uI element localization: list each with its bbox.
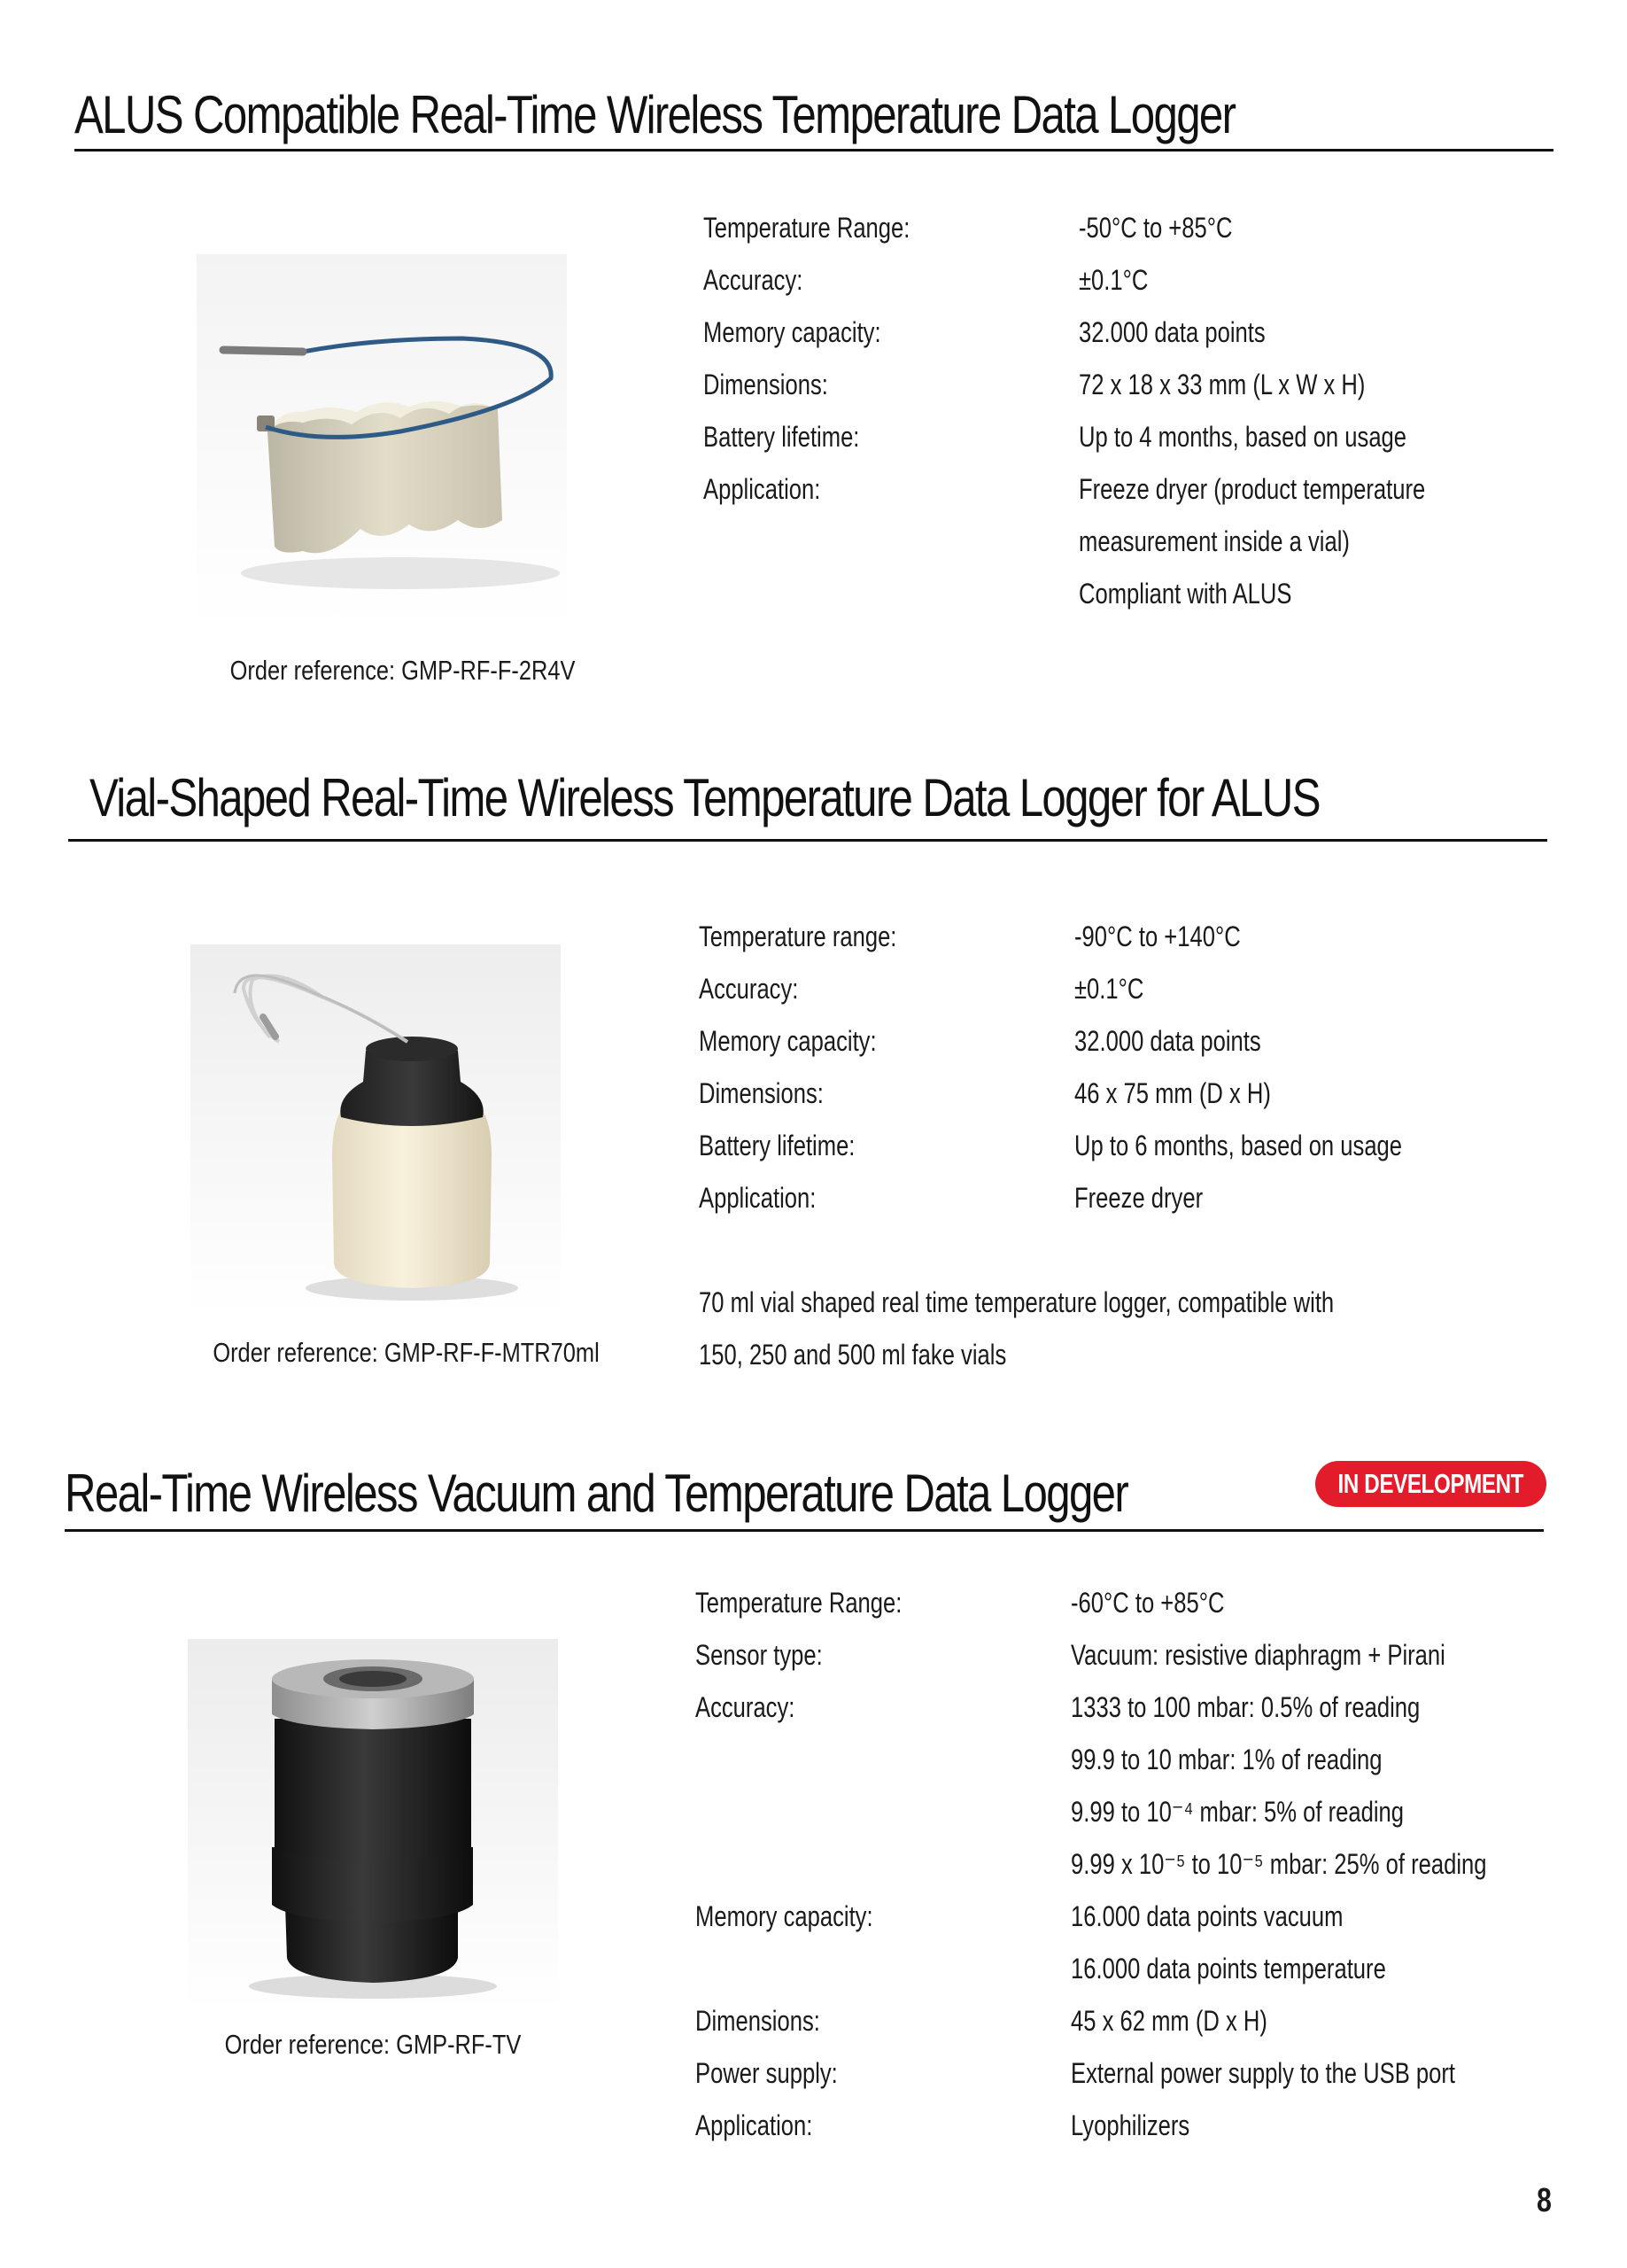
section-3-product-image bbox=[188, 1639, 558, 2009]
spec-label: Memory capacity: bbox=[703, 316, 881, 348]
spec-value: Up to 6 months, based on usage bbox=[1074, 1130, 1403, 1161]
wavy-logger-with-probe-icon bbox=[197, 254, 567, 625]
spec-label: Battery lifetime: bbox=[703, 421, 860, 453]
spec-value: 16.000 data points vacuum bbox=[1071, 1900, 1344, 1932]
spec-label: Power supply: bbox=[695, 2057, 838, 2089]
spec-value: ±0.1°C bbox=[1074, 973, 1144, 1005]
spec-label: Dimensions: bbox=[699, 1077, 824, 1109]
spec-label: Dimensions: bbox=[695, 2005, 820, 2037]
spec-value: Up to 4 months, based on usage bbox=[1079, 421, 1407, 453]
spec-label: Application: bbox=[699, 1182, 817, 1214]
spec-value: measurement inside a vial) bbox=[1079, 525, 1350, 557]
spec-label: Sensor type: bbox=[695, 1639, 823, 1671]
spec-value: -90°C to +140°C bbox=[1074, 920, 1241, 952]
spec-value: Lyophilizers bbox=[1071, 2109, 1190, 2141]
spec-label: Memory capacity: bbox=[699, 1025, 877, 1057]
section-3-divider bbox=[65, 1529, 1544, 1532]
spec-value: External power supply to the USB port bbox=[1071, 2057, 1455, 2089]
spec-value: 9.99 to 10⁻⁴ mbar: 5% of reading bbox=[1071, 1796, 1405, 1828]
section-2-order-reference: Order reference: GMP-RF-F-MTR70ml bbox=[213, 1337, 600, 1368]
spec-label: Accuracy: bbox=[699, 973, 799, 1005]
spec-value: Compliant with ALUS bbox=[1079, 578, 1292, 610]
section-2-description-line: 150, 250 and 500 ml fake vials bbox=[699, 1339, 1007, 1371]
spec-label: Accuracy: bbox=[695, 1691, 795, 1723]
spec-value: 32.000 data points bbox=[1074, 1025, 1261, 1057]
spec-label: Temperature Range: bbox=[703, 212, 910, 244]
spec-value: 32.000 data points bbox=[1079, 316, 1266, 348]
spec-label: Temperature range: bbox=[699, 920, 897, 952]
spec-label: Dimensions: bbox=[703, 369, 828, 400]
section-1-product-image bbox=[197, 254, 567, 625]
spec-label: Application: bbox=[703, 473, 821, 505]
section-1-title: ALUS Compatible Real-Time Wireless Temperature Data Logger bbox=[74, 85, 1236, 144]
section-1-order-reference: Order reference: GMP-RF-F-2R4V bbox=[229, 655, 576, 686]
spec-value: Freeze dryer (product temperature bbox=[1079, 473, 1426, 505]
in-development-badge bbox=[1315, 1461, 1546, 1507]
spec-label: Accuracy: bbox=[703, 264, 803, 296]
spec-value: 9.99 x 10⁻⁵ to 10⁻⁵ mbar: 25% of reading bbox=[1071, 1848, 1487, 1880]
spec-value: 72 x 18 x 33 mm (L x W x H) bbox=[1079, 369, 1366, 400]
spec-value: 46 x 75 mm (D x H) bbox=[1074, 1077, 1271, 1109]
section-2-description-line: 70 ml vial shaped real time temperature logger, compatible with bbox=[699, 1286, 1335, 1318]
spec-label: Application: bbox=[695, 2109, 813, 2141]
spec-value: -50°C to +85°C bbox=[1079, 212, 1233, 244]
vial-logger-icon bbox=[190, 944, 561, 1315]
spec-label: Temperature Range: bbox=[695, 1587, 903, 1619]
spec-value: ±0.1°C bbox=[1079, 264, 1149, 296]
spec-value: -60°C to +85°C bbox=[1071, 1587, 1225, 1619]
section-1-divider bbox=[74, 149, 1553, 151]
vacuum-logger-icon bbox=[188, 1639, 558, 2009]
spec-value: 1333 to 100 mbar: 0.5% of reading bbox=[1071, 1691, 1421, 1723]
section-3-title: Real-Time Wireless Vacuum and Temperature Data Logger bbox=[65, 1464, 1128, 1523]
spec-value: 16.000 data points temperature bbox=[1071, 1953, 1386, 1984]
section-2-title: Vial-Shaped Real-Time Wireless Temperature Data Logger for ALUS bbox=[89, 768, 1320, 827]
badge-label: IN DEVELOPMENT bbox=[1337, 1468, 1524, 1499]
spec-label: Battery lifetime: bbox=[699, 1130, 856, 1161]
section-2-product-image bbox=[190, 944, 561, 1315]
spec-label: Memory capacity: bbox=[695, 1900, 873, 1932]
spec-value: Vacuum: resistive diaphragm + Pirani bbox=[1071, 1639, 1445, 1671]
spec-value: 99.9 to 10 mbar: 1% of reading bbox=[1071, 1744, 1383, 1775]
page-number: 8 bbox=[1537, 2182, 1552, 2219]
spec-value: Freeze dryer bbox=[1074, 1182, 1204, 1214]
spec-value: 45 x 62 mm (D x H) bbox=[1071, 2005, 1267, 2037]
section-3-order-reference: Order reference: GMP-RF-TV bbox=[224, 2029, 522, 2060]
section-2-divider bbox=[68, 839, 1547, 842]
